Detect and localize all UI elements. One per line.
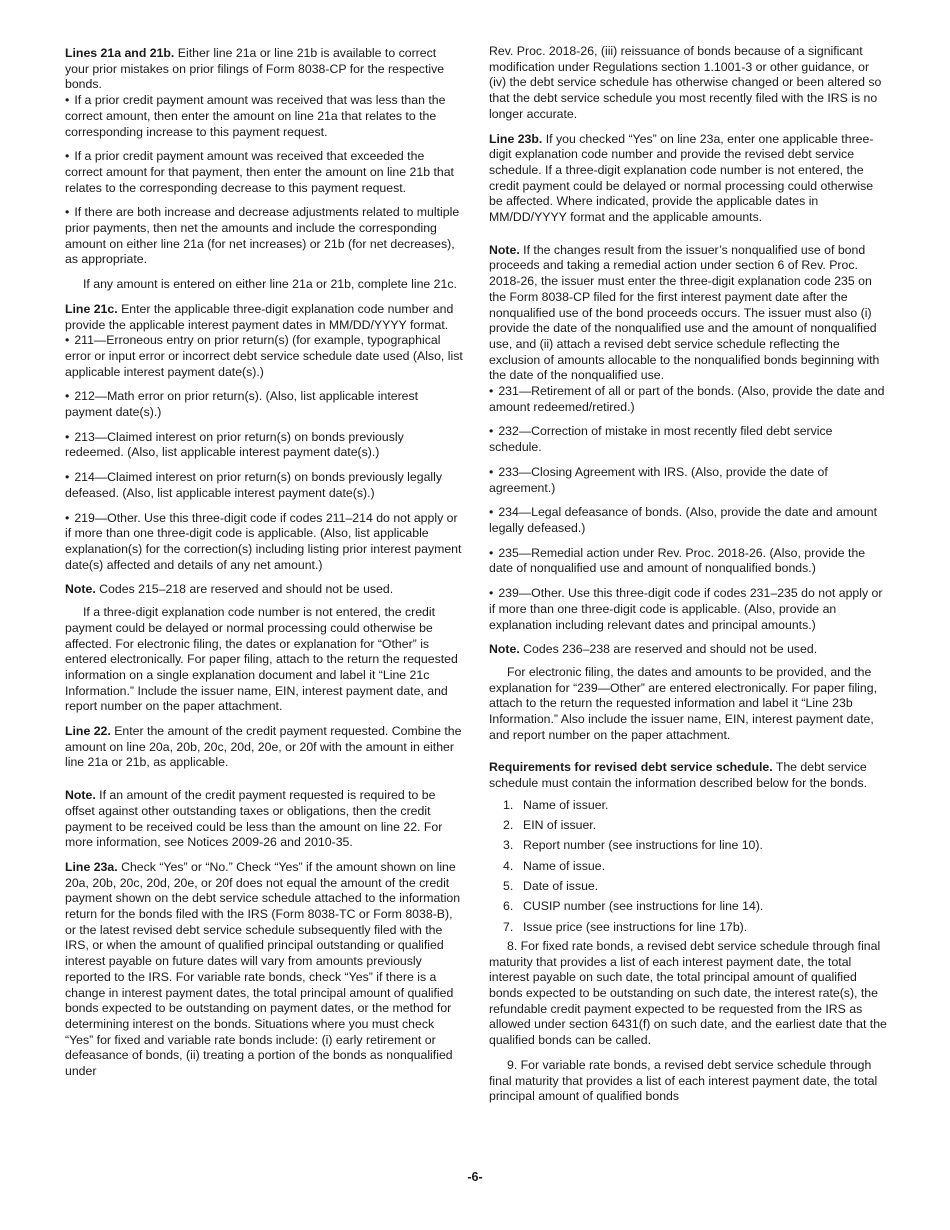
lines-21a-21b-text: Either line 21a or line 21b is available to correct your prior mistakes on prior filings of Form 8038-CP for the respective bonds. <box>65 46 445 92</box>
requirement-9-paragraph: 9. For variable rate bonds, a revised debt service schedule through final maturity that provides a list of each interest payment date, the total principal amount of qualified bonds <box>489 1057 878 1104</box>
list-item-text: Issue price (see instructions for line 17b). <box>523 919 748 934</box>
requirements-heading: Requirements for revised debt service schedule. <box>489 760 773 775</box>
bullet-item: • 212—Math error on prior return(s). (Also, list applicable interest payment date(s).) <box>65 389 463 420</box>
line-22-heading: Line 22. <box>65 724 111 739</box>
right-column <box>489 44 887 1114</box>
list-item-number: 1. <box>503 797 514 812</box>
bullet-item: • 235—Remedial action under Rev. Proc. 2018-26. (Also, provide the date of nonqualified use and amount of nonqualified bonds.) <box>489 546 887 577</box>
line-23b-paragraph: For electronic filing, the dates and amounts to be provided, and the explanation for “239—Other” are entered electronically. For paper filing, attach to the return the requested information and label it “Line 23b Information.” Also include the issuer name, EIN, interest payment date, and report number on the paper attachment. <box>489 664 878 742</box>
bullet-item: • 239—Other. Use this three-digit code if codes 231–235 do not apply or if more than one three-digit code is applicable. (Also, provide an explanation including relevant dates and principal amounts.) <box>489 586 887 633</box>
requirements-list <box>489 798 887 935</box>
list-item <box>503 920 887 936</box>
list-item-number: 2. <box>503 818 514 833</box>
list-item-number: 7. <box>503 919 514 934</box>
list-item-text: Report number (see instructions for line 10). <box>523 838 763 853</box>
line-23a-continuation: Rev. Proc. 2018-26, (iii) reissuance of bonds because of a significant modification under Regulations section 1.1001-3 or other guidance, or (iv) the debt service schedule has otherwise changed or been altered so that the debt service schedule you most recently filed with the IRS is no longer accurate. <box>489 44 882 121</box>
note-label: Note. <box>489 642 520 657</box>
line-21c-note <box>65 582 463 598</box>
line-22-note <box>65 788 463 851</box>
line-21c-text: Enter the applicable three-digit explanation code number and provide the applicable interest payment dates in MM/DD/YYYY format. <box>65 301 454 332</box>
list-item-text: EIN of issuer. <box>523 818 597 833</box>
line-23a-text: Check “Yes” or “No.” Check “Yes” if the amount shown on line 20a, 20b, 20c, 20d, 20e, or 20f does not equal the amount of the credit payment shown on the debt service schedule attached to the information return for the bonds filed with the IRS (Form 8038-TC or Form 8038-B), or the latest revised debt service schedule subsequently filed with the IRS, or when the amount of qualified principal outstanding or qualified interest payable on future dates will vary from amounts previously reported to the IRS. For variable rate bonds, check “Yes” if there is a change in interest payment dates, the total principal amount of qualified bonds expected to be outstanding on payment dates, or the method for determining interest on the bonds. Situations where you must check “Yes” for fixed and variable rate bonds include: (i) early retirement or defeasance of bonds, (ii) treating a portion of the bonds as nonqualified under <box>65 859 461 1079</box>
list-item <box>503 838 887 854</box>
line-21c-heading: Line 21c. <box>65 301 118 316</box>
note-text: If an amount of the credit payment requested is required to be offset against other outstanding taxes or obligations, then the credit payment to be received could be less than the amount on line 22. For more information, see Notices 2009-26 and 2010-35. <box>65 788 443 850</box>
list-item-text: Date of issue. <box>523 879 599 894</box>
line-23b-text: If you checked “Yes” on line 23a, enter one applicable three-digit explanation code number and provide the revised debt service schedule. If a three-digit explanation code number is not entered, the credit payment could be delayed or normal processing could otherwise be affected. Where indicated, provide the applicable dates in MM/DD/YYYY format and the applicable amounts. <box>489 131 874 225</box>
line-23b-codes-note <box>489 642 887 658</box>
line-22-intro <box>65 724 463 771</box>
line-23a-heading: Line 23a. <box>65 859 118 874</box>
note-text: If the changes result from the issuer’s nonqualified use of bond proceeds and taking a remedial action under section 6 of Rev. Proc. 2018-26, the issuer must enter the three-digit explanation code 235 on the Form 8038-CP filed for the first interest payment date after the nonqualified use of the bond proceeds occurs. The issuer must also (i) provide the date of the nonqualified use and the amount of nonqualified use, and (ii) attach a revised debt service schedule reflecting the exclusion of amounts allocable to the nonqualified bonds beginning with the date of the nonqualified use. <box>489 242 880 383</box>
list-item-text: Name of issue. <box>523 858 606 873</box>
bullet-item: • If there are both increase and decrease adjustments related to multiple prior payments, then net the amounts and include the corresponding amount on either line 21a (for net increases) or 21b (for net decreases), as appropriate. <box>65 205 463 268</box>
list-item <box>503 798 887 814</box>
line-23b-heading: Line 23b. <box>489 131 543 146</box>
lines-21a-21b-heading: Lines 21a and 21b. <box>65 46 175 60</box>
line-23b-intro <box>489 132 887 226</box>
line-23b-note <box>489 243 887 384</box>
note-label: Note. <box>65 788 96 803</box>
left-column <box>65 46 463 1089</box>
note-text: Codes 236–238 are reserved and should not be used. <box>523 642 818 657</box>
note-label: Note. <box>489 242 520 257</box>
list-item <box>503 818 887 834</box>
list-item <box>503 859 887 875</box>
list-item-number: 6. <box>503 899 514 914</box>
bullet-item: • 219—Other. Use this three-digit code if codes 211–214 do not apply or if more than one three-digit code is applicable. (Also, list applicable explanation(s) for the correction(s) including listing prior interest payment date(s) affected and details of any net amount.) <box>65 511 463 574</box>
list-item-number: 3. <box>503 838 514 853</box>
bullet-item: • 231—Retirement of all or part of the bonds. (Also, provide the date and amount redeemed/retired.) <box>489 384 887 415</box>
note-label: Note. <box>65 582 96 597</box>
bullet-item: • 211—Erroneous entry on prior return(s) (for example, typographical error or input error or incorrect debt service schedule date used (Also, list applicable interest payment date(s).) <box>65 333 463 380</box>
list-item <box>503 879 887 895</box>
bullet-item: • 234—Legal defeasance of bonds. (Also, provide the date and amount legally defeased.) <box>489 505 887 536</box>
bullet-item: • 214—Claimed interest on prior return(s) on bonds previously legally defeased. (Also, list applicable interest payment date(s).) <box>65 470 463 501</box>
requirement-8-paragraph: 8. For fixed rate bonds, a revised debt service schedule through final maturity that provides a list of each interest payment date, the total interest payable on such date, the total principal amount of qualified bonds expected to be outstanding on such date, the interest rate(s), the refundable credit payment expected to be requested from the IRS as allowed under section 6431(f) on such date, and the earliest date that the qualified bonds can be called. <box>489 938 887 1048</box>
bullet-item: • If a prior credit payment amount was received that exceeded the correct amount for that payment, then enter the amount on line 21b that relates to the corresponding decrease to this payment request. <box>65 149 463 196</box>
requirements-text: The debt service schedule must contain the information described below for the bonds. <box>489 760 868 791</box>
bullet-item: • 233—Closing Agreement with IRS. (Also, provide the date of agreement.) <box>489 465 887 496</box>
list-item-number: 5. <box>503 879 514 894</box>
page-number: -6- <box>467 1170 483 1184</box>
requirements-intro <box>489 760 887 791</box>
bullet-item: • 213—Claimed interest on prior return(s) on bonds previously redeemed. (Also, list applicable interest payment date(s).) <box>65 430 463 461</box>
bullet-item: • If a prior credit payment amount was received that was less than the correct amount, then enter the amount on line 21a that relates to the corresponding increase to this payment request. <box>65 93 463 140</box>
lines-21a-21b-followup: If any amount is entered on either line 21a or 21b, complete line 21c. <box>83 277 457 292</box>
list-item-text: CUSIP number (see instructions for line 14). <box>523 899 764 914</box>
note-text: Codes 215–218 are reserved and should not be used. <box>99 582 394 597</box>
line-23a-intro <box>65 860 463 1080</box>
list-item <box>503 899 887 915</box>
list-item-number: 4. <box>503 858 514 873</box>
line-22-text: Enter the amount of the credit payment requested. Combine the amount on line 20a, 20b, 20c, 20d, 20e, or 20f with the amount in either line 21a or 21b, as applicable. <box>65 724 462 770</box>
lines-21a-21b-intro <box>65 46 463 93</box>
bullet-item: • 232—Correction of mistake in most recently filed debt service schedule. <box>489 424 887 455</box>
list-item-text: Name of issuer. <box>523 797 609 812</box>
line-21c-paragraph: If a three-digit explanation code number is not entered, the credit payment could be delayed or normal processing could otherwise be affected. For electronic filing, the dates or explanation for “Other” is entered electronically. For paper filing, attach to the return the requested information on a single explanation document and label it “Line 21c Information.” Include the issuer name, EIN, interest payment date, and report number on the paper attachment. <box>65 605 458 714</box>
line-21c-intro <box>65 302 463 333</box>
